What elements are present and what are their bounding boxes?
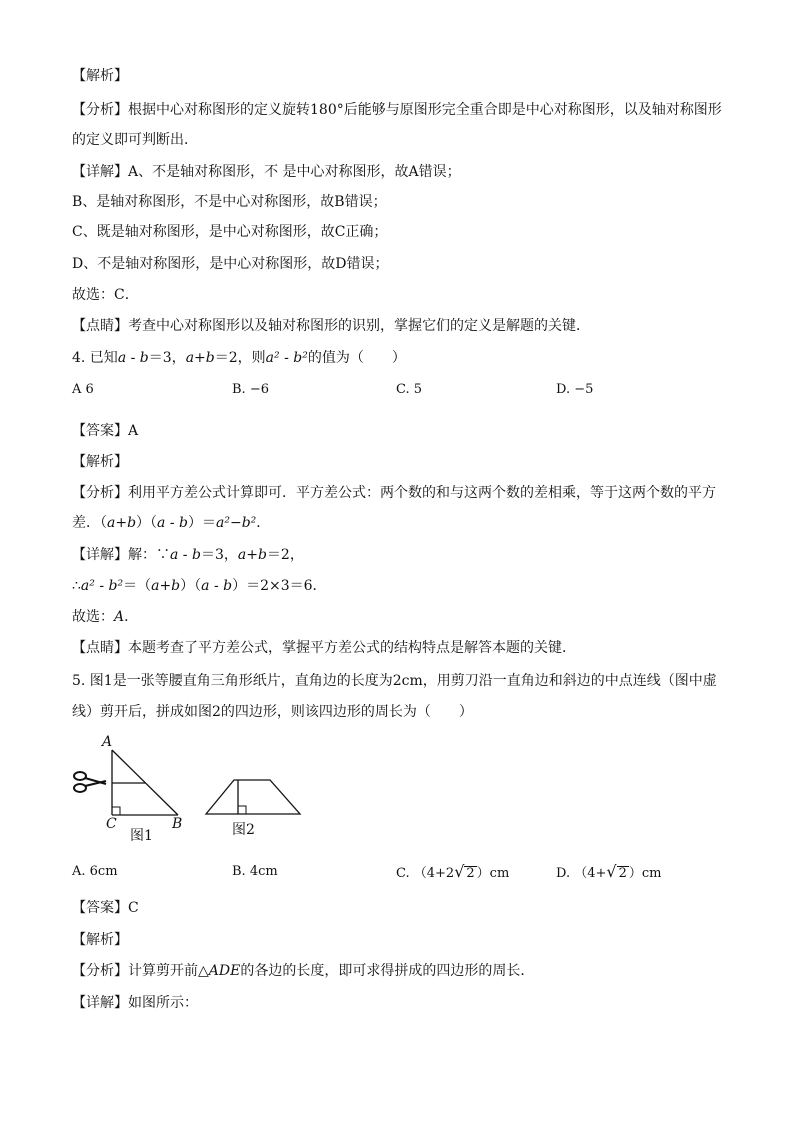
figure-2-caption: 图2 bbox=[232, 822, 255, 838]
analysis-paragraph-cont: 的定义即可判断出． bbox=[72, 132, 198, 148]
detail-paragraph: 【详解】解：∵a - b＝3，a+b＝2， bbox=[72, 547, 304, 563]
option-c: C. （4+2√ 2 ）cm bbox=[396, 862, 510, 881]
sqrt-symbol: √ bbox=[454, 862, 465, 881]
analysis-paragraph: 【分析】利用平方差公式计算即可．平方差公式：两个数的和与这两个数的差相乘，等于这两个数的平方 bbox=[72, 485, 716, 501]
choice-line: 故选：C． bbox=[72, 287, 139, 303]
option-a: A 6 bbox=[72, 382, 94, 397]
analysis-tag: 【分析】 bbox=[72, 485, 128, 501]
answer-line: 【答案】C bbox=[72, 900, 139, 916]
analysis-paragraph-cont: 差．（a+b）（a - b）＝a²−b²． bbox=[72, 515, 271, 531]
analysis-tag: 【分析】 bbox=[72, 963, 128, 979]
sqrt-symbol: √ bbox=[606, 862, 617, 881]
detail-line-2: ∴a² - b²＝（a+b）（a - b）＝2×3＝6． bbox=[72, 578, 327, 594]
question-5-stem-cont: 线）剪开后，拼成如图2的四边形，则该四边形的周长为（ ） bbox=[72, 704, 473, 720]
figure-1-caption: 图1 bbox=[130, 828, 153, 844]
detail-tag: 【详解】 bbox=[72, 995, 128, 1011]
detail-tag: 【详解】 bbox=[72, 164, 128, 180]
choice-line: 故选：A． bbox=[72, 609, 139, 625]
vertex-label-b: B bbox=[172, 816, 183, 832]
analysis-heading: 【解析】 bbox=[72, 932, 128, 948]
comment-tag: 【点睛】 bbox=[72, 318, 128, 334]
vertex-label-c: C bbox=[106, 816, 117, 832]
option-d: D. −5 bbox=[556, 382, 594, 397]
answer-tag: 【答案】 bbox=[72, 900, 128, 916]
figure-1 bbox=[70, 728, 200, 848]
analysis-heading: 【解析】 bbox=[72, 454, 128, 470]
analysis-paragraph: 【分析】根据中心对称图形的定义旋转180°后能够与原图形完全重合即是中心对称图形，以及轴对称图形 bbox=[72, 102, 722, 118]
analysis-paragraph: 【分析】计算剪开前△ADE的各边的长度，即可求得拼成的四边形的周长． bbox=[72, 963, 535, 979]
figure-2 bbox=[200, 770, 310, 845]
question-4-stem: 4. 已知a - b＝3，a+b＝2，则a² - b²的值为（ ） bbox=[72, 350, 406, 366]
analysis-tag: 【分析】 bbox=[72, 102, 128, 118]
comment-tag: 【点睛】 bbox=[72, 640, 128, 656]
detail-paragraph: 【详解】A、不是轴对称图形，不 是中心对称图形，故A错误； bbox=[72, 164, 461, 180]
option-c: C. 5 bbox=[396, 382, 423, 397]
comment-paragraph: 【点睛】本题考查了平方差公式，掌握平方差公式的结构特点是解答本题的关键． bbox=[72, 640, 576, 656]
detail-tag: 【详解】 bbox=[72, 547, 128, 563]
answer-tag: 【答案】 bbox=[72, 423, 128, 439]
detail-paragraph: 【详解】如图所示： bbox=[72, 995, 198, 1011]
trapezoid-diagram bbox=[200, 770, 310, 820]
comment-paragraph: 【点睛】考查中心对称图形以及轴对称图形的识别，掌握它们的定义是解题的关键． bbox=[72, 318, 590, 334]
detail-line-c: C、既是轴对称图形，是中心对称图形，故C正确； bbox=[72, 224, 388, 240]
scissors-icon bbox=[72, 770, 108, 794]
detail-line-d: D、不是轴对称图形，是中心对称图形，故D错误； bbox=[72, 256, 389, 272]
option-b: B. 4cm bbox=[232, 864, 278, 879]
question-5-stem: 5. 图1是一张等腰直角三角形纸片，直角边的长度为2cm，用剪刀沿一直角边和斜边的中点连线（图中虚 bbox=[72, 673, 717, 689]
analysis-heading: 【解析】 bbox=[72, 68, 128, 84]
answer-line: 【答案】A bbox=[72, 423, 139, 439]
option-a: A. 6cm bbox=[72, 864, 118, 879]
option-d: D. （4+√ 2 ）cm bbox=[556, 862, 662, 881]
detail-line-b: B、是轴对称图形，不是中心对称图形，故B错误； bbox=[72, 194, 387, 210]
option-b: B. −6 bbox=[232, 382, 269, 397]
vertex-label-a: A bbox=[102, 734, 113, 750]
